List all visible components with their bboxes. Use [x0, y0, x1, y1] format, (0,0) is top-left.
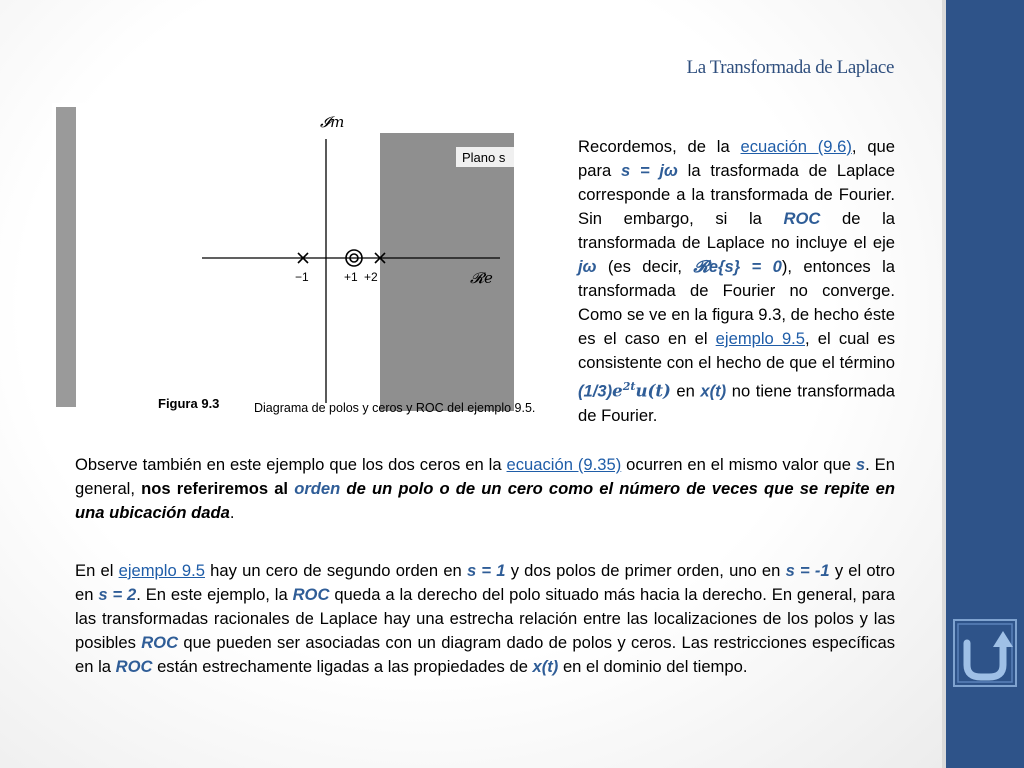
side-paragraph — [578, 135, 895, 428]
text-run: ), entonces la transformada de Fourier no converge. Como se ve en la figura 9.3, de hecho éste es el caso en el — [578, 257, 896, 348]
figure-caption-text: Diagrama de polos y ceros y ROC del ejemplo 9.5. — [254, 401, 536, 415]
figure-caption-number: Figura 9.3 — [158, 396, 220, 411]
text-run: de la transformada de Laplace no incluye el eje — [578, 209, 895, 252]
highlight-re-eq: 𝓡e{s} = 0 — [693, 257, 782, 276]
pole-zero-figure — [52, 103, 550, 421]
text-run: . En este ejemplo, la — [136, 585, 293, 604]
text-run: ocurren en el mismo valor que — [621, 455, 856, 474]
link-ecuacion-9-35[interactable]: ecuación (9.35) — [506, 455, 622, 474]
highlight-jw: jω — [578, 257, 597, 276]
slide-title: La Transformada de Laplace — [686, 57, 894, 78]
highlight-roc: ROC — [115, 657, 153, 676]
tick-label-plus2: +2 — [364, 270, 378, 284]
return-button[interactable] — [953, 619, 1017, 687]
tick-label-plus1: +1 — [344, 270, 358, 284]
highlight-term-fraction: (1/3) — [578, 381, 613, 401]
bold-run: nos referiremos al — [141, 479, 295, 498]
text-run: (es decir, — [596, 257, 694, 276]
text-run: Observe también en este ejemplo que los dos ceros en la — [75, 455, 507, 474]
text-run: y el otro en — [75, 561, 896, 604]
highlight-s-eq-jw: s = jω — [620, 161, 678, 180]
highlight-s3: s = 2 — [98, 585, 137, 604]
tick-label-minus1: −1 — [295, 270, 309, 284]
text-run: la trasformada de Laplace corresponde a la transformada de Fourier. Sin embargo, si la — [578, 161, 895, 228]
link-ejemplo-9-5[interactable]: ejemplo 9.5 — [715, 329, 806, 348]
math-e: e — [612, 380, 623, 401]
imaginary-axis-label: 𝓘m — [320, 113, 345, 131]
highlight-xt: x(t) — [700, 381, 727, 401]
text-run: en — [670, 381, 701, 401]
text-run: hay un cero de segundo orden en — [204, 561, 467, 580]
highlight-s1: s = 1 — [466, 561, 506, 580]
text-run: en el dominio del tiempo. — [558, 657, 748, 676]
highlight-roc: ROC — [292, 585, 330, 604]
plane-label: Plano s — [462, 150, 506, 165]
text-run: , el cual es consistente con el hecho de que el término — [578, 329, 895, 372]
paragraph-order-definition — [75, 453, 895, 525]
highlight-xt: x(t) — [532, 657, 559, 676]
text-run: . — [229, 503, 235, 522]
math-exponent: 2t — [622, 380, 636, 393]
math-t: (t) — [647, 380, 671, 401]
math-u: u — [635, 380, 648, 401]
pole-zero-diagram — [52, 103, 550, 421]
text-run: que pueden ser asociadas con un diagram dado de polos y ceros. Las restricciones específicas en la — [75, 633, 895, 676]
text-run: . En general, — [75, 455, 895, 498]
highlight-roc: ROC — [141, 633, 179, 652]
text-run: queda a la derecho del polo situado más hacia la derecho. En general, para las transformadas racionales de Laplace hay una estrecha relación entre las localizaciones de los polos y las posibles — [75, 585, 895, 652]
real-axis-label: 𝓡e — [470, 269, 493, 287]
bold-italic-run: de un polo o de un cero como el número de veces que se repite en una ubicación dada — [75, 479, 895, 522]
text-run: no tiene transformada de Fourier. — [578, 381, 895, 425]
text-run: , que para — [578, 137, 896, 180]
link-ejemplo-9-5-b[interactable]: ejemplo 9.5 — [118, 561, 205, 580]
text-run: Recordemos, de la — [578, 137, 741, 156]
u-turn-return-icon — [953, 619, 1017, 687]
text-run: están estrechamente ligadas a las propiedades de — [152, 657, 533, 676]
link-ecuacion-9-6[interactable]: ecuación (9.6) — [740, 137, 852, 156]
highlight-s: s — [855, 455, 866, 474]
text-run: y dos polos de primer orden, uno en — [505, 561, 786, 580]
roc-shaded-region — [380, 133, 514, 411]
left-shaded-strip — [56, 107, 76, 407]
highlight-roc: ROC — [783, 209, 821, 228]
text-run: En el — [75, 561, 119, 580]
highlight-orden: orden — [294, 479, 341, 498]
paragraph-example-9-5 — [75, 559, 895, 679]
highlight-s2: s = -1 — [785, 561, 830, 580]
